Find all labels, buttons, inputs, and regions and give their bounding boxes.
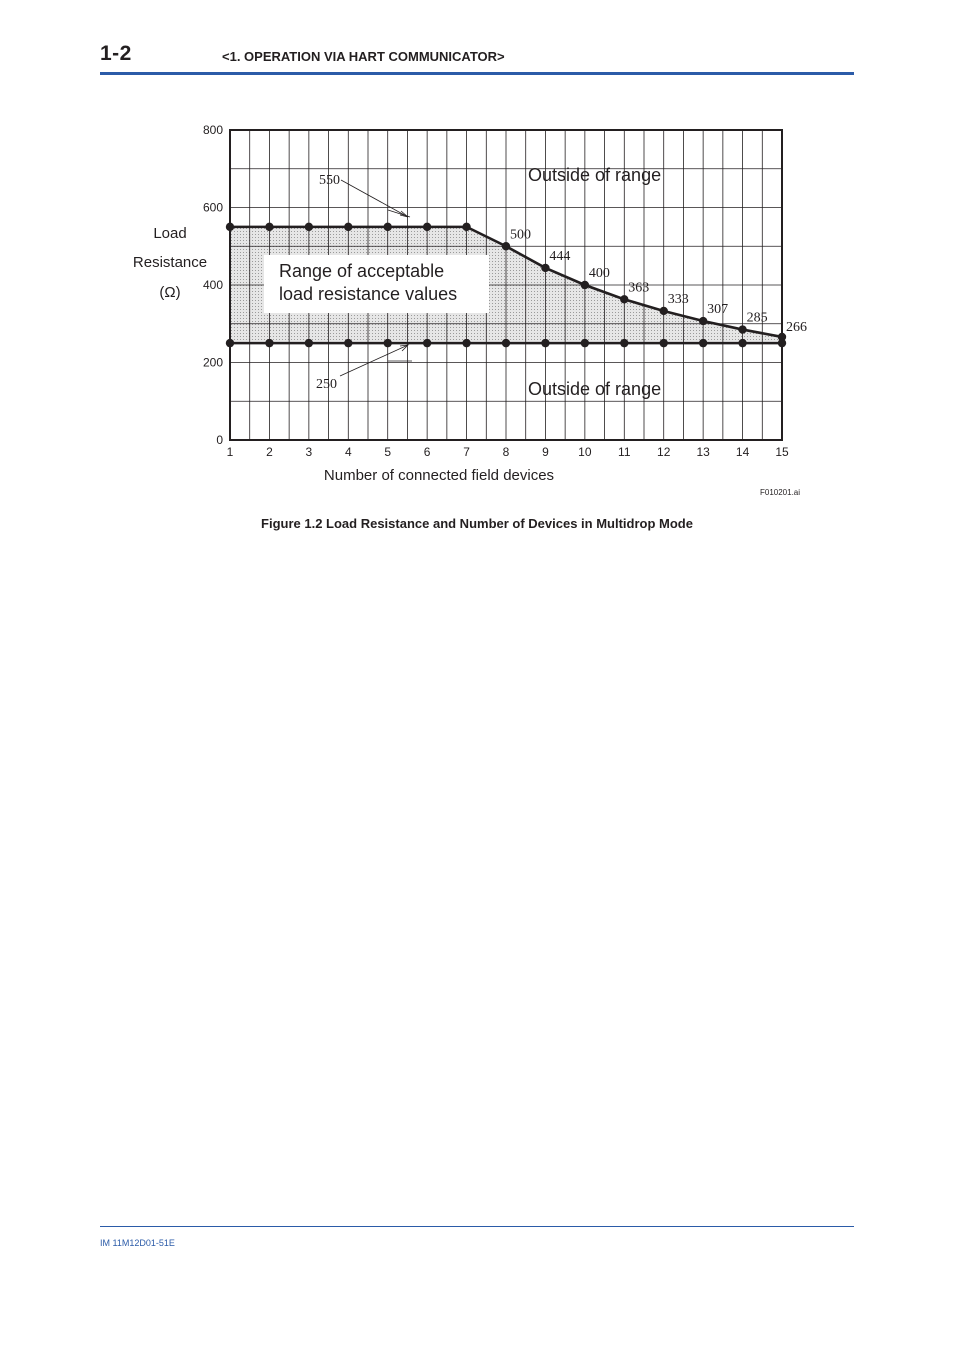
x-axis-label: Number of connected field devices	[323, 467, 555, 484]
x-tick-label: 5	[384, 445, 392, 459]
series-point-lower	[541, 339, 549, 347]
x-tick-label: 15	[775, 445, 789, 459]
series-point-upper	[226, 223, 234, 231]
series-point-lower	[699, 339, 707, 347]
series-point-lower	[265, 339, 273, 347]
x-tick-label: 12	[657, 445, 671, 459]
document-id: IM 11M12D01-51E	[100, 1238, 175, 1248]
y-tick-label: 600	[202, 200, 223, 215]
x-tick-label: 4	[344, 445, 352, 459]
series-point-lower	[738, 339, 746, 347]
x-tick-label: 8	[502, 445, 510, 459]
load-resistance-chart	[0, 0, 954, 510]
chapter-title: <1. OPERATION VIA HART COMMUNICATOR>	[222, 49, 505, 64]
series-point-upper	[344, 223, 352, 231]
series-point-lower	[423, 339, 431, 347]
y-tick-label: 0	[216, 433, 223, 447]
y-axis-label-line2: Resistance	[132, 254, 208, 271]
x-tick-label: 13	[696, 445, 710, 459]
series-point-upper	[502, 242, 510, 250]
data-label: 250	[316, 377, 337, 392]
x-tick-label: 14	[735, 445, 750, 459]
data-label: 266	[786, 319, 807, 335]
series-point-upper	[541, 264, 549, 272]
x-tick-label: 7	[463, 445, 470, 459]
series-point-upper	[305, 223, 313, 231]
x-tick-label: 9	[542, 445, 549, 459]
figure-caption-text: Figure 1.2 Load Resistance and Number of Devices in Multidrop Mode	[261, 516, 693, 531]
series-point-lower	[226, 339, 234, 347]
series-point-upper	[384, 223, 392, 231]
x-tick-label: 1	[226, 445, 234, 459]
series-point-lower	[305, 339, 313, 347]
outside-range-lower: Outside of range	[528, 379, 662, 399]
callout-line	[340, 345, 408, 376]
data-label: 285	[746, 310, 768, 326]
data-label: 550	[319, 173, 340, 188]
figure-caption	[0, 516, 954, 531]
series-point-upper	[581, 281, 589, 289]
data-label: 400	[588, 266, 610, 281]
x-tick-label: 6	[423, 445, 431, 459]
data-label: 333	[667, 291, 689, 307]
series-point-lower	[581, 339, 589, 347]
series-point-upper	[620, 295, 628, 303]
data-label: 307	[707, 302, 729, 318]
data-label: 500	[510, 227, 531, 243]
callout-line	[341, 180, 408, 217]
data-label: 444	[549, 248, 571, 264]
x-tick-label: 11	[618, 445, 631, 459]
page-number: 1-2	[100, 42, 132, 65]
series-point-lower	[344, 339, 352, 347]
callout-tick	[388, 210, 410, 217]
series-point-upper	[699, 317, 707, 325]
series-point-lower	[778, 339, 786, 347]
data-label: 363	[628, 280, 650, 296]
acceptable-range-text-line2: load resistance values	[279, 284, 458, 304]
series-point-upper	[423, 223, 431, 231]
series-point-lower	[620, 339, 628, 347]
series-point-upper	[660, 307, 668, 315]
series-point-lower	[384, 339, 392, 347]
y-axis-label-line1: Load	[153, 225, 187, 242]
series-point-lower	[462, 339, 470, 347]
series-point-lower	[502, 339, 510, 347]
x-tick-label: 3	[305, 445, 313, 459]
footer-rule	[100, 1226, 854, 1227]
series-point-upper	[738, 325, 746, 333]
figure-file-id: F010201.ai	[760, 488, 801, 497]
y-tick-label: 400	[202, 278, 223, 292]
series-point-lower	[660, 339, 668, 347]
y-axis-label-line3: (Ω)	[159, 284, 181, 301]
series-point-upper	[265, 223, 273, 231]
y-tick-label: 800	[202, 123, 223, 137]
outside-range-upper: Outside of range	[528, 165, 662, 185]
y-tick-label: 200	[202, 355, 223, 370]
x-tick-label: 2	[266, 445, 273, 459]
x-tick-label: 10	[578, 445, 592, 459]
acceptable-range-text-line1: Range of acceptable	[279, 261, 445, 281]
series-point-upper	[462, 223, 470, 231]
